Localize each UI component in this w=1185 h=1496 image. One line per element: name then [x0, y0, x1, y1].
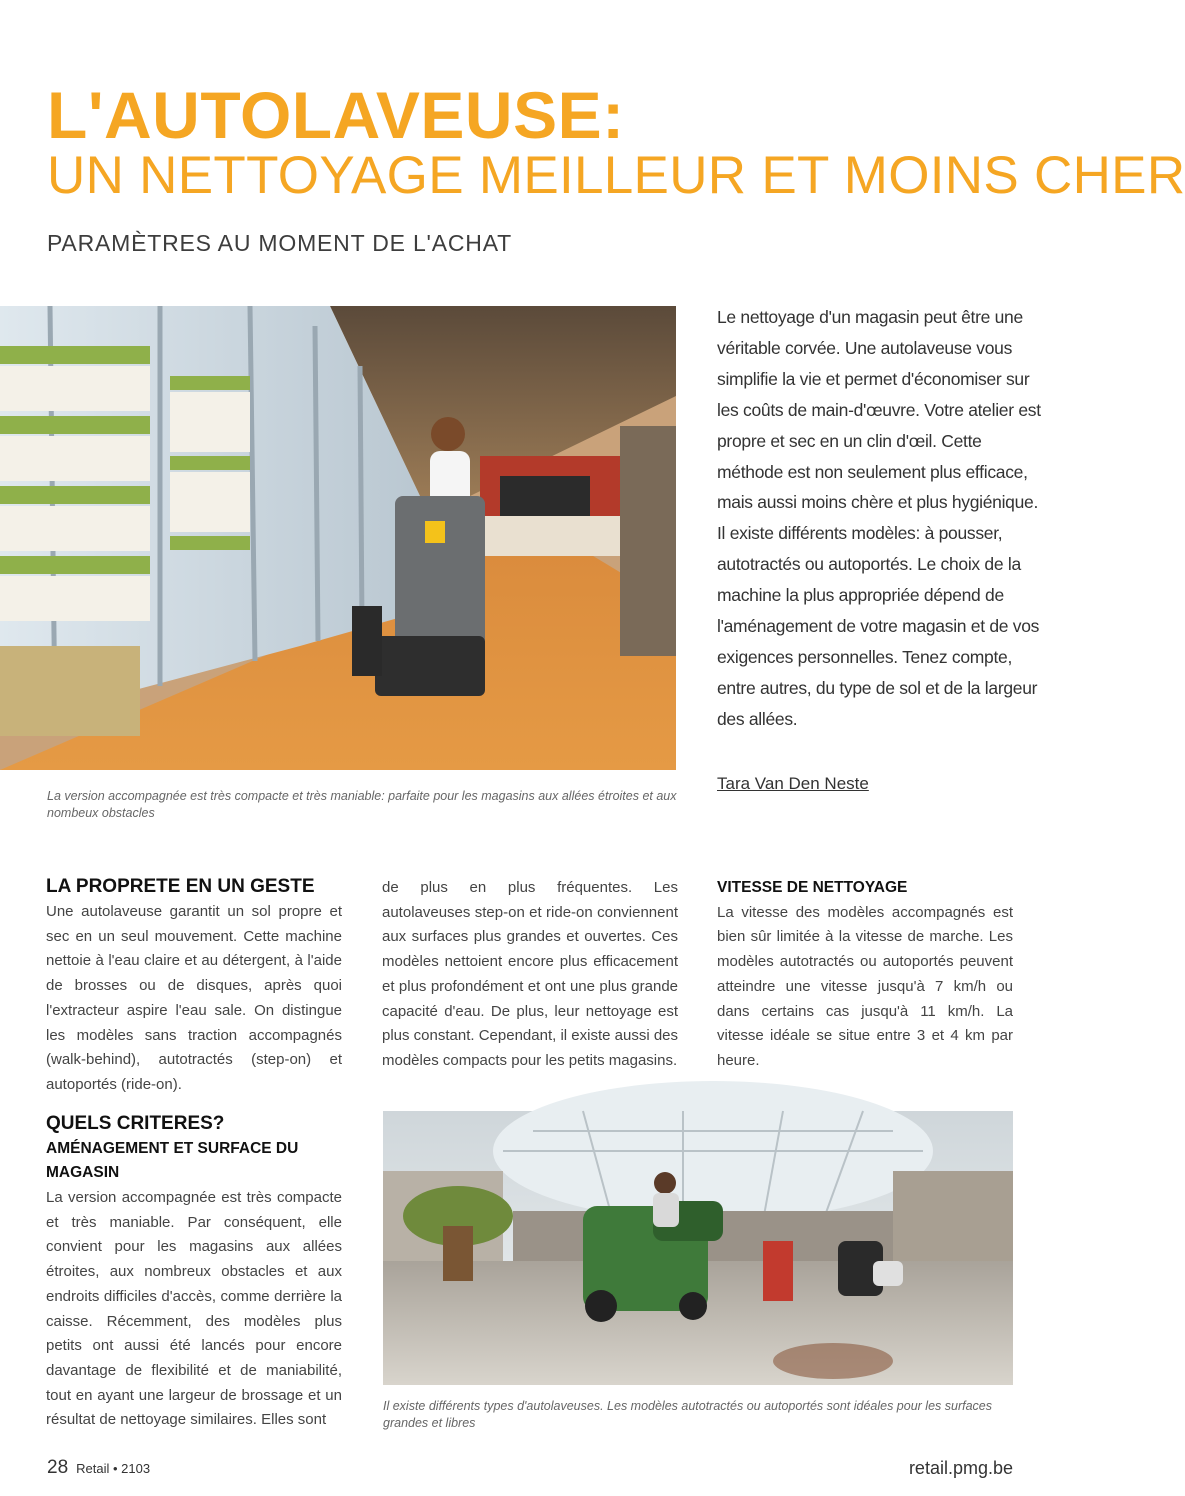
- column-3: [717, 876, 1013, 1074]
- top-photo-caption: La version accompagnée est très compacte et très maniable: parfaite pour les magasins aux allées étroites et aux nombeux obstacles: [47, 789, 677, 820]
- section-heading-criteres: QUELS CRITERES?: [46, 1112, 225, 1134]
- article-title: L'AUTOLAVEUSE:: [47, 78, 625, 152]
- column-2-text: de plus en plus fréquentes. Les autolaveuses step-on et ride-on conviennent aux surfaces plus grandes et ouvertes. Ces modèles nettoient encore plus efficacement et plus profondément et ont une plus grande capacité d'eau. De plus, leur nettoyage est plus constant. Cependant, il existe aussi des modèles compacts pour les petits magasins.: [382, 879, 679, 1069]
- section-text-amenagement: La version accompagnée est très compacte et très maniable. Par conséquent, elle convient pour les magasins aux allées étroites, aux nombreux obstacles et aux endroits difficiles d'accès, comme derrière la caisse. Récemment, des modèles plus petits ont aussi été lancés pour encore davantage de flexibilité et de maniabilité, tout en ayant une largeur de brossage et un résultat de nettoyage similaires. Elles sont: [46, 1189, 342, 1429]
- article-subtitle: UN NETTOYAGE MEILLEUR ET MOINS CHER: [47, 146, 1185, 205]
- section-text-proprete: Une autolaveuse garantit un sol propre et sec en un seul mouvement. Cette machine nettoie à l'eau claire et au détergent, à l'aide de brosses ou de disques, après quoi l'extracteur aspire l'eau sale. On distingue les modèles sans traction accompagnés (walk-behind), autotractés (step-on) et autoportés (ride-on).: [46, 903, 342, 1093]
- magazine-issue: Retail • 2103: [76, 1461, 151, 1476]
- mall-scrubber-photo: [383, 1111, 1013, 1385]
- article-kicker: PARAMÈTRES AU MOMENT DE L'ACHAT: [47, 230, 512, 256]
- bottom-photo-caption: Il existe différents types d'autolaveuses. Les modèles autotractés ou autoportés sont idéales pour les surfaces grandes et libres: [383, 1399, 992, 1430]
- intro-paragraph: Le nettoyage d'un magasin peut être une véritable corvée. Une autolaveuse vous simplifie la vie et permet d'économiser sur les coûts de main-d'œuvre. Votre atelier est propre et sec en un clin d'œil. Cette méthode est non seulement plus efficace, mais aussi moins chère et plus hygiénique. Il existe différents modèles: à pousser, autotractés ou autoportés. Le choix de la machine la plus appropriée dépend de l'aménagement de votre magasin et de vos exigences personnelles. Tenez compte, entre autres, du type de sol et de la largeur des allées.: [717, 307, 1041, 729]
- page-number: 28: [47, 1457, 69, 1478]
- section-heading-vitesse: VITESSE DE NETTOYAGE: [717, 879, 908, 896]
- column-1: [46, 873, 342, 1433]
- section-text-vitesse: La vitesse des modèles accompagnés est bien sûr limitée à la vitesse de marche. Les modèles autotractés ou autoportés peuvent atteindre une vitesse jusqu'à 7 km/h ou dans certains cas jusqu'à 11 km/h. La vitesse idéale se situe entre 3 et 4 km par heure.: [717, 903, 1013, 1069]
- website-link[interactable]: retail.pmg.be: [908, 1458, 1013, 1478]
- author-link[interactable]: Tara Van Den Neste: [717, 774, 869, 793]
- supermarket-scrubber-photo: [0, 306, 676, 770]
- section-heading-proprete: LA PROPRETE EN UN GESTE: [46, 876, 315, 897]
- column-2: [382, 876, 678, 1074]
- section-subheading-amenagement: AMÉNAGEMENT ET SURFACE DU MAGASIN: [46, 1139, 299, 1182]
- page-footer-left: [47, 1457, 150, 1480]
